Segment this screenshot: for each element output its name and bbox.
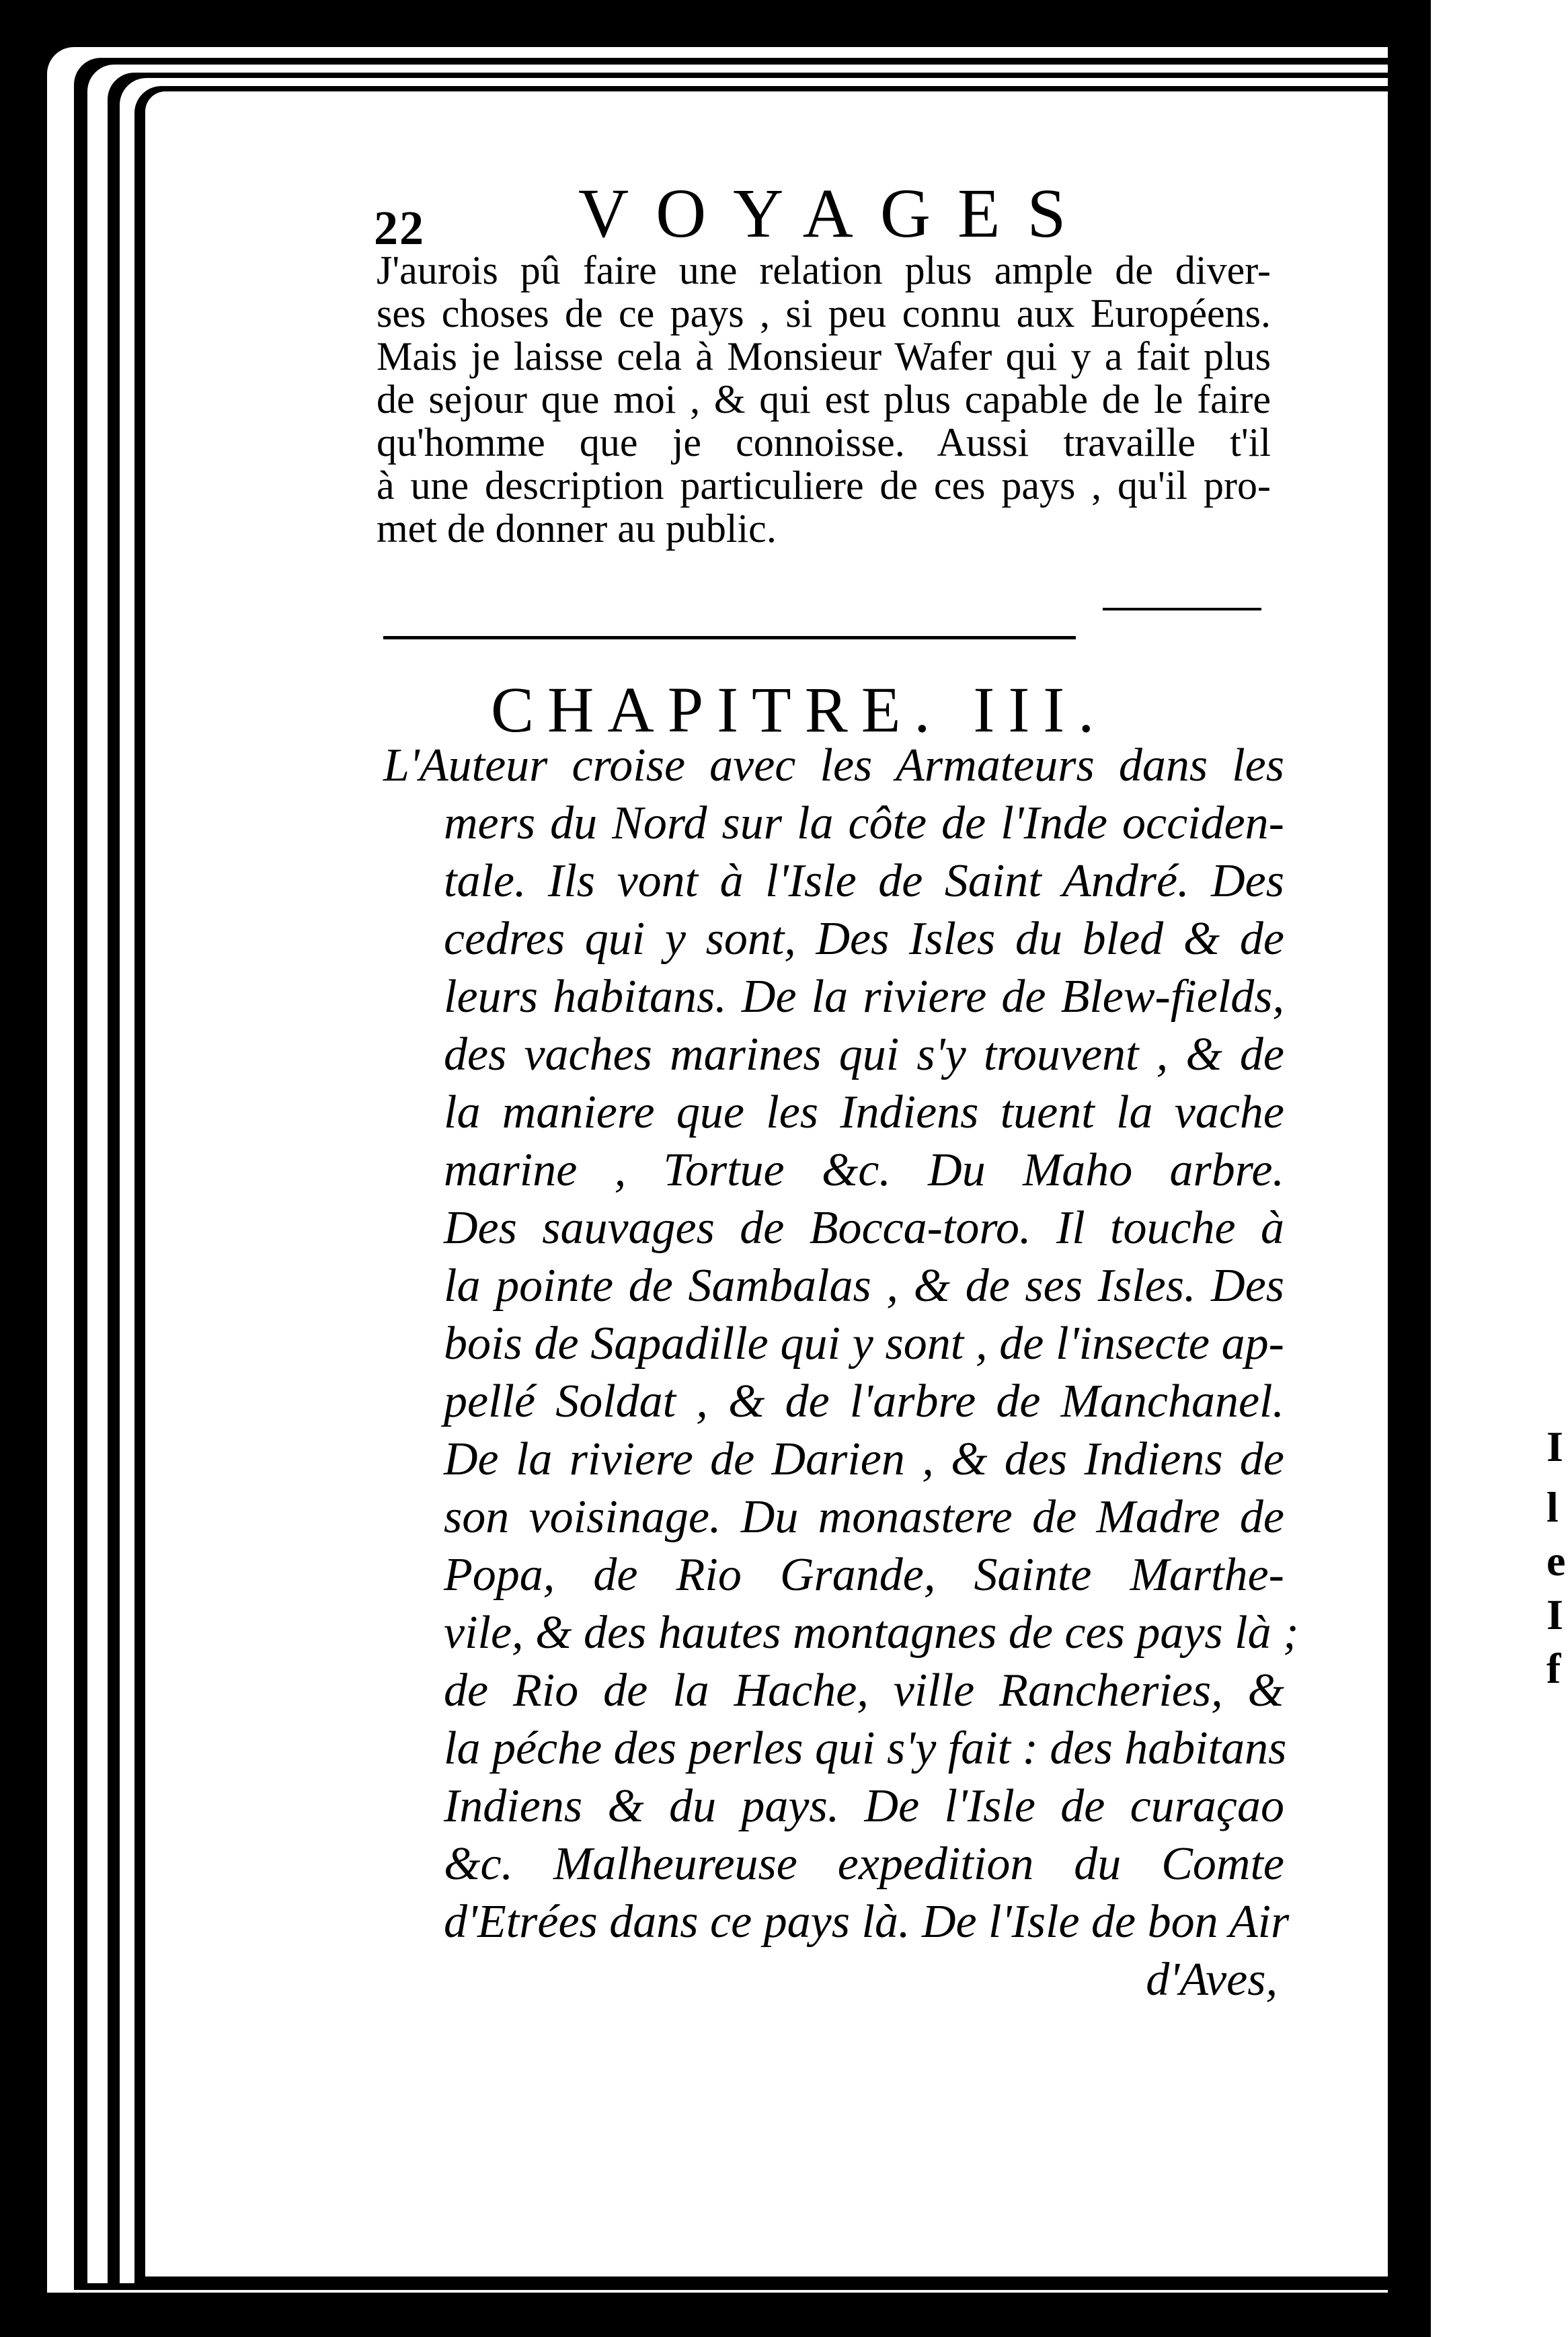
facing-page <box>1425 0 1568 2337</box>
summary-line: la pointe de Sambalas , & de ses Isles. Des <box>444 1260 1284 1312</box>
facing-page-fragment: e <box>1546 1537 1566 1585</box>
text-line: J'aurois pû faire une relation plus ample de diver- <box>377 248 1271 292</box>
body-paragraph <box>377 249 1271 550</box>
summary-line: L'Auteur croise avec les Armateurs dans les <box>383 740 1284 791</box>
summary-line: son voisinage. Du monastere de Madre de <box>444 1491 1284 1543</box>
summary-line: tale. Ils vont à l'Isle de Saint André. Des <box>444 855 1284 907</box>
page-number: 22 <box>374 201 425 255</box>
summary-line: Des sauvages de Bocca-toro. Il touche à <box>444 1202 1284 1254</box>
section-rule <box>1103 608 1261 610</box>
chapter-summary <box>383 737 1299 2009</box>
text-line: met de donner au public. <box>377 506 777 551</box>
summary-line: d'Etrées dans ce pays là. De l'Isle de bon Air <box>444 1896 1290 1948</box>
summary-line: de Rio de la Hache, ville Rancheries, & <box>444 1665 1284 1716</box>
text-line: Mais je laisse cela à Monsieur Wafer qui y a fait plus <box>377 334 1271 379</box>
summary-line: bois de Sapadille qui y sont , de l'insecte ap- <box>444 1318 1284 1370</box>
summary-line: &c. Malheureuse expedition du Comte <box>444 1838 1284 1890</box>
summary-line: marine , Tortue &c. Du Maho arbre. <box>444 1144 1284 1196</box>
facing-page-fragment: f <box>1546 1645 1561 1692</box>
text-line: à une description particuliere de ces pays , qu'il pro- <box>377 463 1271 508</box>
summary-line: Indiens & du pays. De l'Isle de curaçao <box>444 1780 1284 1832</box>
summary-line: mers du Nord sur la côte de l'Inde occiden- <box>444 797 1284 849</box>
text-line: qu'homme que je connoisse. Aussi travaille t'il <box>377 420 1271 465</box>
running-head: VOYAGES <box>578 175 1093 252</box>
summary-line: des vaches marines qui s'y trouvent , & de <box>444 1029 1284 1080</box>
summary-line: la maniere que les Indiens tuent la vache <box>444 1086 1284 1138</box>
section-rule <box>383 636 1076 639</box>
summary-line: pellé Soldat , & de l'arbre de Manchanel. <box>444 1376 1284 1427</box>
catchword: d'Aves, <box>1146 1954 1278 2006</box>
summary-line: leurs habitans. De la riviere de Blew-fields, <box>444 971 1284 1023</box>
book-gutter <box>1388 27 1425 2313</box>
chapter-heading: CHAPITRE. III. <box>491 674 1108 746</box>
summary-line: vile, & des hautes montagnes de ces pays là ; <box>444 1607 1299 1659</box>
summary-line: De la riviere de Darien , & des Indiens de <box>444 1433 1284 1485</box>
text-line: ses choses de ce pays , si peu connu aux Européens. <box>377 291 1271 335</box>
facing-page-fragment: I <box>1546 1591 1563 1638</box>
facing-page-fragment: l <box>1546 1483 1559 1531</box>
facing-page-fragment: I <box>1546 1423 1563 1470</box>
summary-line: Popa, de Rio Grande, Sainte Marthe- <box>444 1549 1284 1601</box>
text-line: de sejour que moi , & qui est plus capable de le faire <box>377 377 1271 422</box>
summary-line: la péche des perles qui s'y fait : des habitans <box>444 1722 1287 1774</box>
summary-line: cedres qui y sont, Des Isles du bled & de <box>444 913 1284 965</box>
